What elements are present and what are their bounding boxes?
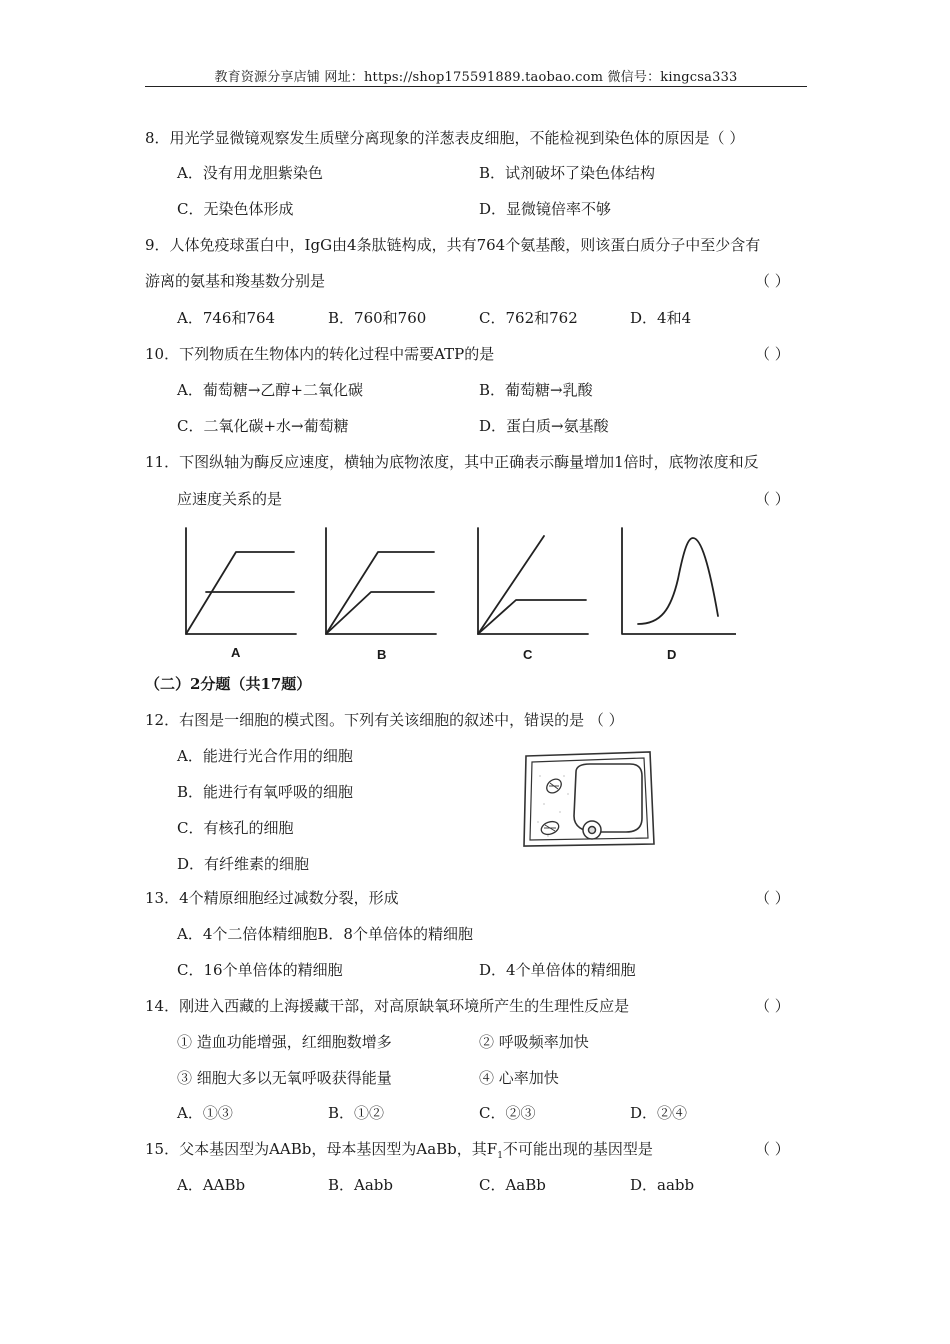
question-8-option-d: D．显微镜倍率不够 — [479, 200, 612, 218]
question-9-option-a: A．746和764 — [177, 309, 276, 327]
question-14-stem: 14．刚进入西藏的上海援藏干部，对高原缺氧环境所产生的生理性反应是 — [145, 997, 630, 1015]
graph-b — [326, 528, 436, 634]
question-14-statement-1: ① 造血功能增强，红细胞数增多 — [177, 1033, 392, 1051]
question-14-option-b: B．①② — [328, 1104, 385, 1122]
question-14-statement-3: ③ 细胞大多以无氧呼吸获得能量 — [177, 1069, 392, 1087]
question-10-option-c: C．二氧化碳+水→葡萄糖 — [177, 417, 349, 435]
question-8-option-c: C．无染色体形成 — [177, 200, 294, 218]
question-10-option-d: D．蛋白质→氨基酸 — [479, 417, 609, 435]
question-9-stem-line2: 游离的氨基和羧基数分别是 — [145, 272, 326, 290]
question-14-option-c: C．②③ — [479, 1104, 536, 1122]
question-15-option-a: A．AABb — [177, 1176, 246, 1194]
question-15-stem-post: 不可能出现的基因型是 — [502, 1140, 653, 1158]
question-10-stem: 10．下列物质在生物体内的转化过程中需要ATP的是 — [145, 345, 495, 363]
question-13-option-c: C．16个单倍体的精细胞 — [177, 961, 343, 979]
question-15-stem-subscript: 1 — [497, 1151, 503, 1161]
question-15-answer-blank: （ ） — [755, 1140, 790, 1158]
question-15-stem — [145, 1139, 653, 1166]
question-8-option-a: A．没有用龙胆紫染色 — [177, 164, 323, 182]
question-10-option-a: A．葡萄糖→乙醇+二氧化碳 — [177, 381, 363, 399]
graph-c-label: C — [523, 647, 533, 662]
question-14-answer-blank: （ ） — [755, 997, 790, 1015]
question-9-option-d: D．4和4 — [630, 309, 692, 327]
vacuole — [574, 764, 642, 832]
graph-d — [622, 528, 736, 634]
graph-a — [186, 528, 296, 634]
question-9-option-c: C．762和762 — [479, 309, 578, 327]
graph-d-label: D — [667, 647, 677, 662]
question-12-option-d: D．有纤维素的细胞 — [177, 855, 310, 873]
question-9-stem-line1: 9．人体免疫球蛋白中，IgG由4条肽链构成，共有764个氨基酸，则该蛋白质分子中至少含有 — [145, 236, 761, 254]
question-11-stem-line2: 应速度关系的是 — [177, 490, 283, 508]
question-15-option-c: C．AaBb — [479, 1176, 546, 1194]
question-9-option-b: B．760和760 — [328, 309, 427, 327]
question-15-option-d: D．aabb — [630, 1176, 695, 1194]
question-15-stem-pre: 15．父本基因型为AABb，母本基因型为AaBb，其F — [145, 1140, 498, 1158]
question-13-answer-blank: （ ） — [755, 889, 790, 907]
question-11-answer-blank: （ ） — [755, 490, 790, 508]
question-12-option-b: B．能进行有氧呼吸的细胞 — [177, 783, 354, 801]
question-14-option-a: A．①③ — [177, 1104, 233, 1122]
nucleus — [583, 821, 601, 839]
header-divider — [145, 86, 807, 87]
page-header: 教育资源分享店铺 网址：https://shop175591889.taobao.com 微信号：kingcsa333 — [214, 70, 738, 85]
question-14-option-d: D．②④ — [630, 1104, 688, 1122]
question-8-option-b: B．试剂破坏了染色体结构 — [479, 164, 656, 182]
question-12-option-a: A．能进行光合作用的细胞 — [177, 747, 353, 765]
graph-a-label: A — [231, 645, 241, 660]
question-13-option-d: D．4个单倍体的精细胞 — [479, 961, 636, 979]
enzyme-rate-graphs — [176, 524, 736, 644]
question-12-stem: 12．右图是一细胞的模式图。下列有关该细胞的叙述中，错误的是 （ ） — [145, 711, 624, 729]
question-8-stem: 8．用光学显微镜观察发生质壁分离现象的洋葱表皮细胞，不能检视到染色体的原因是（ ） — [145, 129, 745, 147]
graph-b-label: B — [377, 647, 387, 662]
question-11-stem-line1: 11．下图纵轴为酶反应速度，横轴为底物浓度，其中正确表示酶量增加1倍时，底物浓度和反 — [145, 453, 759, 471]
question-12-option-c: C．有核孔的细胞 — [177, 819, 294, 837]
question-10-answer-blank: （ ） — [755, 345, 790, 363]
plant-cell-diagram — [518, 746, 660, 852]
question-13-option-ab: A．4个二倍体精细胞B．8个单倍体的精细胞 — [177, 925, 473, 943]
section-title: （二）2分题（共17题） — [145, 675, 312, 693]
question-10-option-b: B．葡萄糖→乳酸 — [479, 381, 593, 399]
question-14-statement-4: ④ 心率加快 — [479, 1069, 559, 1087]
question-13-stem: 13．4个精原细胞经过减数分裂，形成 — [145, 889, 399, 907]
question-9-answer-blank: （ ） — [755, 272, 790, 290]
question-15-option-b: B．Aabb — [328, 1176, 394, 1194]
graph-c — [478, 528, 588, 634]
question-14-statement-2: ② 呼吸频率加快 — [479, 1033, 589, 1051]
